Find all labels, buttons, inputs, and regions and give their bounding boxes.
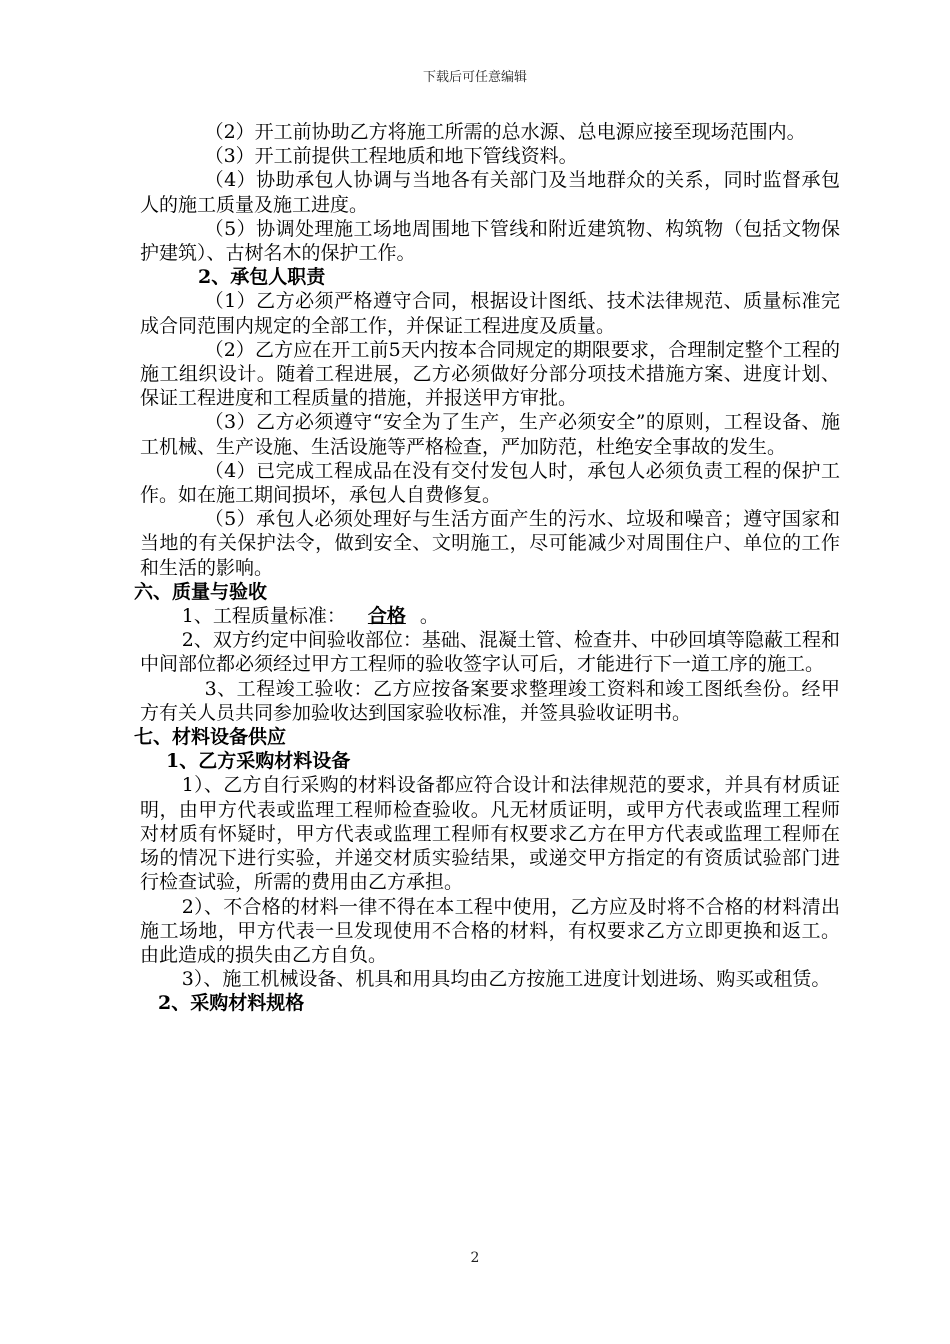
paragraph: （4）已完成工程成品在没有交付发包人时，承包人必须负责工程的保护工作。如在施工期间损坏，承包人自费修复。 [140, 459, 840, 507]
paragraph: 3）、施工机械设备、机具和用具均由乙方按施工进度计划进场、购买或租赁。 [181, 968, 831, 991]
paragraph: （2）开工前协助乙方将施工所需的总水源、总电源应接至现场范围内。 [204, 121, 806, 143]
document-body [134, 120, 840, 1016]
section-heading: 1、乙方采购材料设备 [166, 750, 351, 773]
paragraph: （3）乙方必须遵守“安全为了生产，生产必须安全”的原则，工程设备、施工机械、生产设施、生活设施等严格检查，严加防范，杜绝安全事故的发生。 [140, 411, 840, 458]
quality-standard-label: 1、工程质量标准： [181, 605, 346, 628]
paragraph: 2、双方约定中间验收部位：基础、混凝土管、检查井、中砂回填等隐蔽工程和中间部位都必须经过甲方工程师的验收签字认可后，才能进行下一道工序的施工。 [140, 629, 840, 676]
chapter-heading: 六、质量与验收 [134, 580, 268, 603]
quality-standard-line [140, 604, 840, 628]
paragraph: 2）、不合格的材料一律不得在本工程中使用，乙方应及时将不合格的材料清出施工场地，甲方代表一旦发现使用不合格的材料，有权要求乙方立即更换和返工。由此造成的损失由乙方自负。 [140, 895, 840, 966]
chapter-heading: 七、材料设备供应 [134, 726, 287, 749]
paragraph: （2）乙方应在开工前5天内按本合同规定的期限要求，合理制定整个工程的施工组织设计。随着工程进展，乙方必须做好分部分项技术措施方案、进度计划、保证工程进度和工程质量的措施，并报送甲方审批。 [140, 338, 840, 410]
quality-standard-suffix: 。 [419, 605, 439, 628]
section-heading: 2、承包人职责 [198, 266, 326, 289]
section-heading: 2、采购材料规格 [158, 992, 305, 1015]
paragraph: （5）协调处理施工场地周围地下管线和附近建筑物、构筑物（包括文物保护建筑）、古树名木的保护工作。 [140, 217, 840, 265]
quality-standard-value: 合格 [367, 605, 406, 628]
page-header: 下载后可任意编辑 [422, 70, 527, 85]
paragraph: （1）乙方必须严格遵守合同，根据设计图纸、技术法律规范、质量标准完成合同范围内规定的全部工作，并保证工程进度及质量。 [140, 290, 840, 337]
paragraph: 1）、乙方自行采购的材料设备都应符合设计和法律规范的要求，并具有材质证明，由甲方代表或监理工程师检查验收。凡无材质证明，或甲方代表或监理工程师对材质有怀疑时，甲方代表或监理工程师有权要求乙方在甲方代表或监理工程师在场的情况下进行实验，并递交材质实验结果，或递交甲方指定的有资质试验部门进行检查试验，所需的费用由乙方承担。 [140, 774, 840, 894]
paragraph: （5）承包人必须处理好与生活方面产生的污水、垃圾和噪音；遵守国家和当地的有关保护法令，做到安全、文明施工，尽可能减少对周围住户、单位的工作和生活的影响。 [140, 508, 840, 579]
page-number: 2 [470, 1250, 480, 1266]
paragraph: （4）协助承包人协调与当地各有关部门及当地群众的关系，同时监督承包人的施工质量及施工进度。 [140, 169, 840, 216]
paragraph: （3）开工前提供工程地质和地下管线资料。 [204, 145, 578, 168]
paragraph: 3、工程竣工验收：乙方应按备案要求整理竣工资料和竣工图纸叁份。经甲方有关人员共同参加验收达到国家验收标准，并签具验收证明书。 [140, 677, 840, 724]
